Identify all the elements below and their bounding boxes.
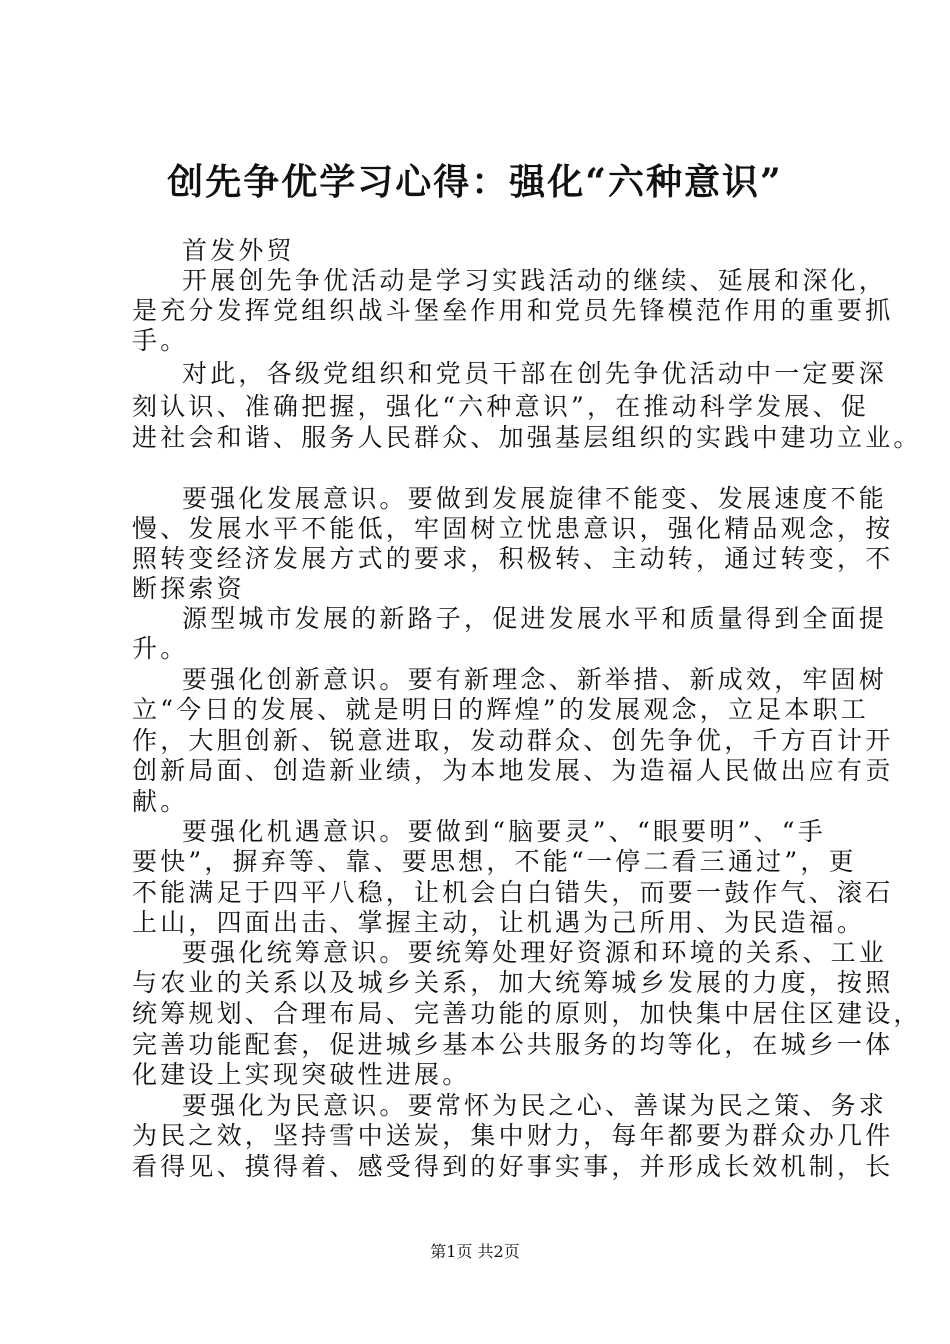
text-line: 完善功能配套，促进城乡基本公共服务的均等化，在城乡一体 bbox=[132, 1030, 894, 1059]
text-line: 创新局面、创造新业绩，为本地发展、为造福人民做出应有贡 bbox=[132, 756, 894, 785]
byline: 首发外贸 bbox=[182, 236, 295, 265]
text-line: 照转变经济发展方式的要求，积极转、主动转，通过转变，不 bbox=[132, 544, 894, 573]
text-line: 要强化为民意识。要常怀为民之心、善谋为民之策、务求 bbox=[182, 1091, 888, 1120]
text-line: 慢、发展水平不能低，牢固树立忧患意识，强化精品观念，按 bbox=[132, 514, 894, 543]
page-footer: 第1页 共2页 bbox=[430, 1242, 520, 1261]
text-line: 化建设上实现突破性进展。 bbox=[132, 1060, 471, 1089]
text-line: 要强化统筹意识。要统筹处理好资源和环境的关系、工业 bbox=[182, 938, 888, 967]
text-line: 断探索资 bbox=[132, 574, 245, 603]
text-line: 不能满足于四平八稳，让机会白白错失，而要一鼓作气、滚石 bbox=[132, 878, 894, 907]
text-line: 为民之效，坚持雪中送炭，集中财力，每年都要为群众办几件 bbox=[132, 1121, 894, 1150]
text-line: 与农业的关系以及城乡关系，加大统筹城乡发展的力度，按照 bbox=[132, 968, 894, 997]
text-line: 源型城市发展的新路子，促进发展水平和质量得到全面提 bbox=[182, 604, 888, 633]
text-line: 要强化机遇意识。要做到“脑要灵”、“眼要明”、“手 bbox=[182, 817, 826, 846]
text-line: 刻认识、准确把握，强化“六种意识”，在推动科学发展、促 bbox=[132, 392, 869, 421]
text-line: 手。 bbox=[132, 326, 189, 355]
text-line: 作，大胆创新、锐意进取，发动群众、创先争优，千方百计开 bbox=[132, 726, 894, 755]
text-line: 上山，四面出击、掌握主动，让机遇为己所用、为民造福。 bbox=[132, 908, 866, 937]
text-line: 进社会和谐、服务人民群众、加强基层组织的实践中建功立业。 bbox=[132, 423, 922, 452]
text-line: 看得见、摸得着、感受得到的好事实事，并形成长效机制，长 bbox=[132, 1152, 894, 1181]
text-line: 统筹规划、合理布局、完善功能的原则，加快集中居住区建设， bbox=[132, 999, 922, 1028]
text-line: 对此，各级党组织和党员干部在创先争优活动中一定要深 bbox=[182, 359, 888, 388]
text-line: 献。 bbox=[132, 787, 189, 816]
text-line: 要强化创新意识。要有新理念、新举措、新成效，牢固树 bbox=[182, 665, 888, 694]
document-title: 创先争优学习心得：强化“六种意识” bbox=[167, 161, 783, 203]
text-line: 要强化发展意识。要做到发展旋律不能变、发展速度不能 bbox=[182, 484, 888, 513]
text-line: 开展创先争优活动是学习实践活动的继续、延展和深化， bbox=[182, 266, 888, 295]
text-line: 是充分发挥党组织战斗堡垒作用和党员先锋模范作用的重要抓 bbox=[132, 296, 894, 325]
text-line: 要快”，摒弃等、靠、要思想，不能“一停二看三通过”，更 bbox=[132, 847, 857, 876]
text-line: 立“今日的发展、就是明日的辉煌”的发展观念，立足本职工 bbox=[132, 695, 869, 724]
text-line: 升。 bbox=[132, 634, 189, 663]
